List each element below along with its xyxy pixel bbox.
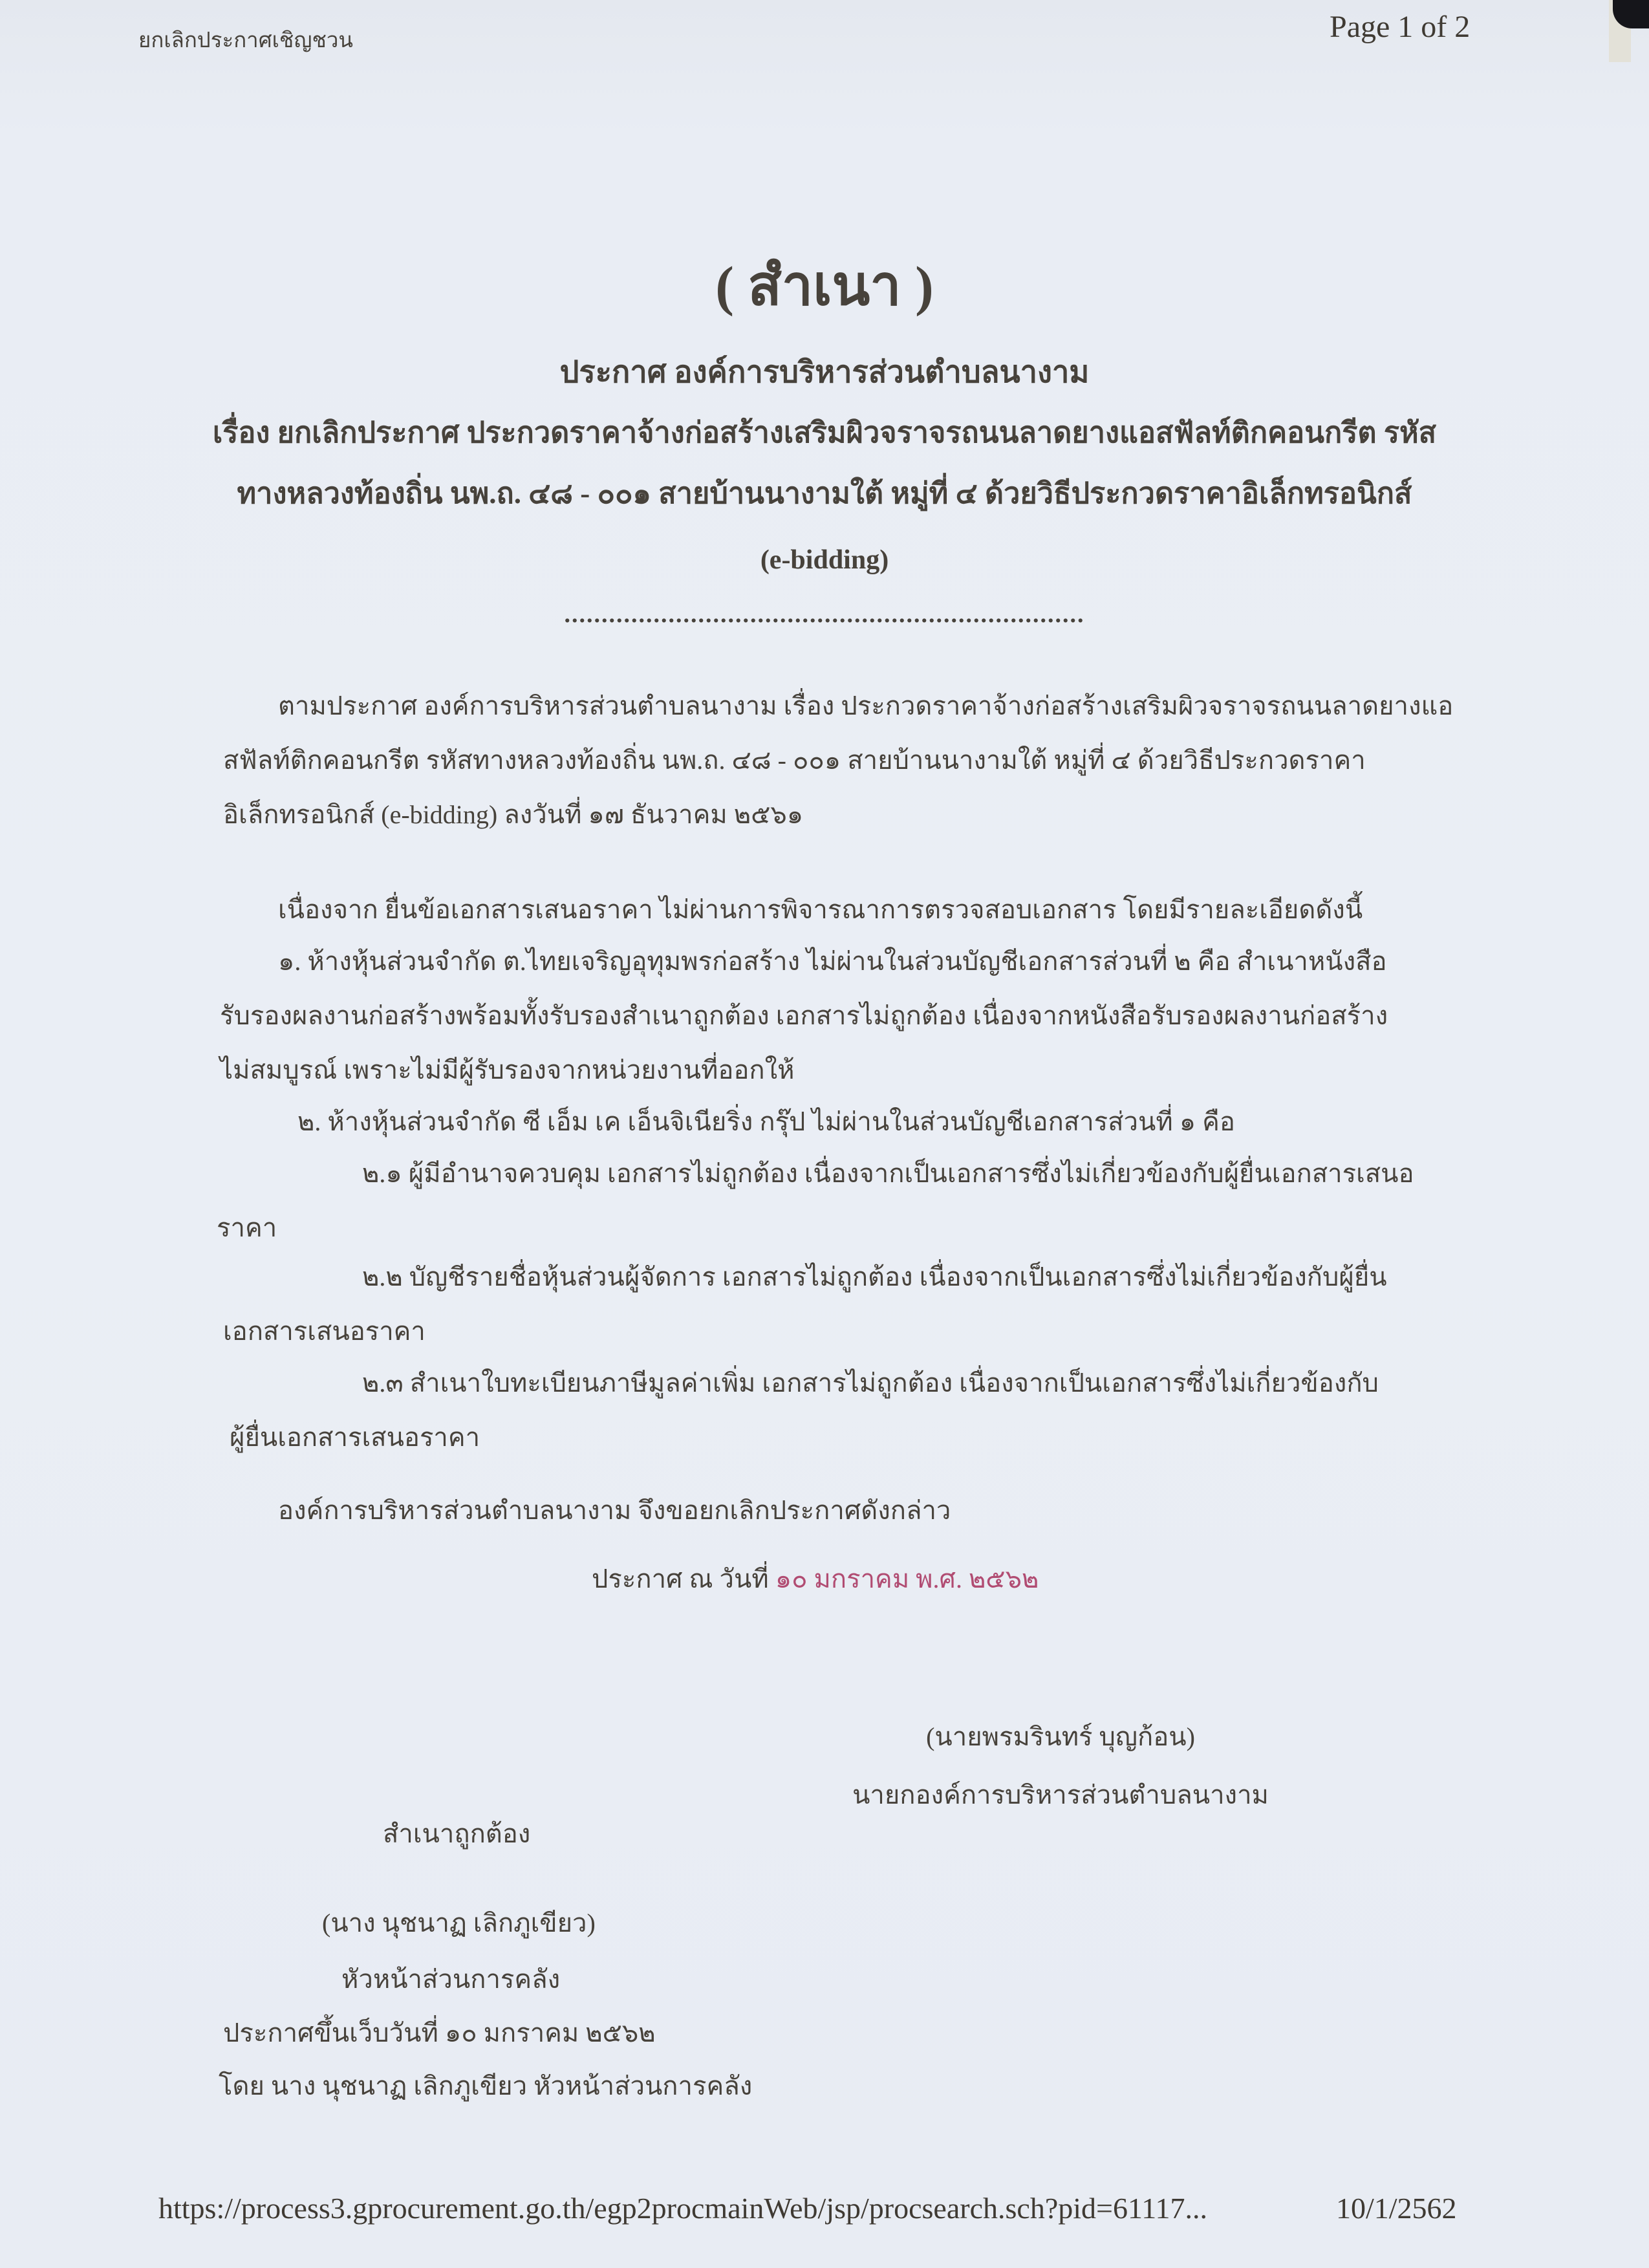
announcement-org-title: ประกาศ องค์การบริหารส่วนตำบลนางาม bbox=[559, 356, 1090, 389]
subject-line-1: เรื่อง ยกเลิกประกาศ ประกวดราคาจ้างก่อสร้างเสริมผิวจราจรถนนลาดยางแอสฟัลท์ติกคอนกรีต รหัส bbox=[212, 416, 1437, 449]
footer-url: https://process3.gprocurement.go.th/egp2procmainWeb/jsp/procsearch.sch?pid=61117... bbox=[158, 2192, 1208, 2225]
body-line: ๒.๑ ผู้มีอำนาจควบคุม เอกสารไม่ถูกต้อง เนื่องจากเป็นเอกสารซึ่งไม่เกี่ยวข้องกับผู้ยื่นเอกสารเสนอ bbox=[362, 1159, 1414, 1188]
body-line: ๑. ห้างหุ้นส่วนจำกัด ต.ไทยเจริญอุทุมพรก่อสร้าง ไม่ผ่านในส่วนบัญชีเอกสารส่วนที่ ๒ คือ สำเนาหนังสือ bbox=[278, 947, 1387, 976]
subject-line-2: ทางหลวงท้องถิ่น นพ.ถ. ๔๘ - ๐๐๑ สายบ้านนางามใต้ หมู่ที่ ๔ ด้วยวิธีประกวดราคาอิเล็กทรอนิกส์ bbox=[237, 477, 1412, 510]
ebidding-label: (e-bidding) bbox=[760, 545, 889, 575]
body-line: ๒.๒ บัญชีรายชื่อหุ้นส่วนผู้จัดการ เอกสารไม่ถูกต้อง เนื่องจากเป็นเอกสารซึ่งไม่เกี่ยวข้องกับผู้ยื่น bbox=[362, 1262, 1387, 1291]
copy-stamp: ( สำเนา ) bbox=[715, 255, 934, 317]
certifier-title: หัวหน้าส่วนการคลัง bbox=[341, 1965, 561, 1994]
body-line: เอกสารเสนอราคา bbox=[223, 1317, 426, 1346]
announce-date-prefix: ประกาศ ณ วันที่ bbox=[592, 1564, 775, 1593]
body-line: ราคา bbox=[217, 1213, 277, 1242]
certify-label: สำเนาถูกต้อง bbox=[383, 1819, 531, 1848]
body-line: ๒. ห้างหุ้นส่วนจำกัด ซี เอ็ม เค เอ็นจิเนียริ่ง กรุ๊ป ไม่ผ่านในส่วนบัญชีเอกสารส่วนที่ ๑ คือ bbox=[297, 1107, 1235, 1136]
header-doc-type: ยกเลิกประกาศเชิญชวน bbox=[138, 29, 353, 52]
header-page-number: Page 1 of 2 bbox=[1330, 10, 1471, 44]
signer-title: นายกองค์การบริหารส่วนตำบลนางาม bbox=[852, 1780, 1269, 1809]
announce-date-line bbox=[592, 1564, 1039, 1595]
body-line: อิเล็กทรอนิกส์ (e-bidding) ลงวันที่ ๑๗ ธันวาคม ๒๕๖๑ bbox=[223, 800, 804, 829]
body-line: ๒.๓ สำเนาใบทะเบียนภาษีมูลค่าเพิ่ม เอกสารไม่ถูกต้อง เนื่องจากเป็นเอกสารซึ่งไม่เกี่ยวข้องกับ bbox=[362, 1368, 1379, 1398]
web-publish-line: ประกาศขึ้นเว็บวันที่ ๑๐ มกราคม ๒๕๖๒ bbox=[223, 2018, 656, 2047]
web-publish-by: โดย นาง นุชนาฏ เลิกภูเขียว หัวหน้าส่วนการคลัง bbox=[219, 2071, 753, 2101]
body-line: ผู้ยื่นเอกสารเสนอราคา bbox=[230, 1423, 480, 1452]
body-line: รับรองผลงานก่อสร้างพร้อมทั้งรับรองสำเนาถูกต้อง เอกสารไม่ถูกต้อง เนื่องจากหนังสือรับรองผลงานก่อสร้าง bbox=[220, 1001, 1388, 1030]
body-line: ตามประกาศ องค์การบริหารส่วนตำบลนางาม เรื่อง ประกวดราคาจ้างก่อสร้างเสริมผิวจราจรถนนลาดยางแอ bbox=[278, 691, 1454, 720]
body-line: สฟัลท์ติกคอนกรีต รหัสทางหลวงท้องถิ่น นพ.ถ. ๔๘ - ๐๐๑ สายบ้านนางามใต้ หมู่ที่ ๔ ด้วยวิธีประกวดราคา bbox=[223, 746, 1366, 775]
footer-date: 10/1/2562 bbox=[1336, 2192, 1457, 2225]
dotted-divider: ...................................................................... bbox=[564, 601, 1085, 628]
body-line: เนื่องจาก ยื่นข้อเอกสารเสนอราคา ไม่ผ่านการพิจารณาการตรวจสอบเอกสาร โดยมีรายละเอียดดังนี้ bbox=[278, 895, 1363, 924]
announce-date-stamp: ๑๐ มกราคม พ.ศ. ๒๕๖๒ bbox=[775, 1564, 1039, 1593]
body-line: ไม่สมบูรณ์ เพราะไม่มีผู้รับรองจากหน่วยงานที่ออกให้ bbox=[220, 1055, 795, 1085]
signer-name: (นายพรมรินทร์ บุญก้อน) bbox=[926, 1722, 1195, 1751]
closing-line: องค์การบริหารส่วนตำบลนางาม จึงขอยกเลิกประกาศดังกล่าว bbox=[278, 1496, 951, 1525]
certifier-name: (นาง นุชนาฏ เลิกภูเขียว) bbox=[322, 1908, 596, 1938]
